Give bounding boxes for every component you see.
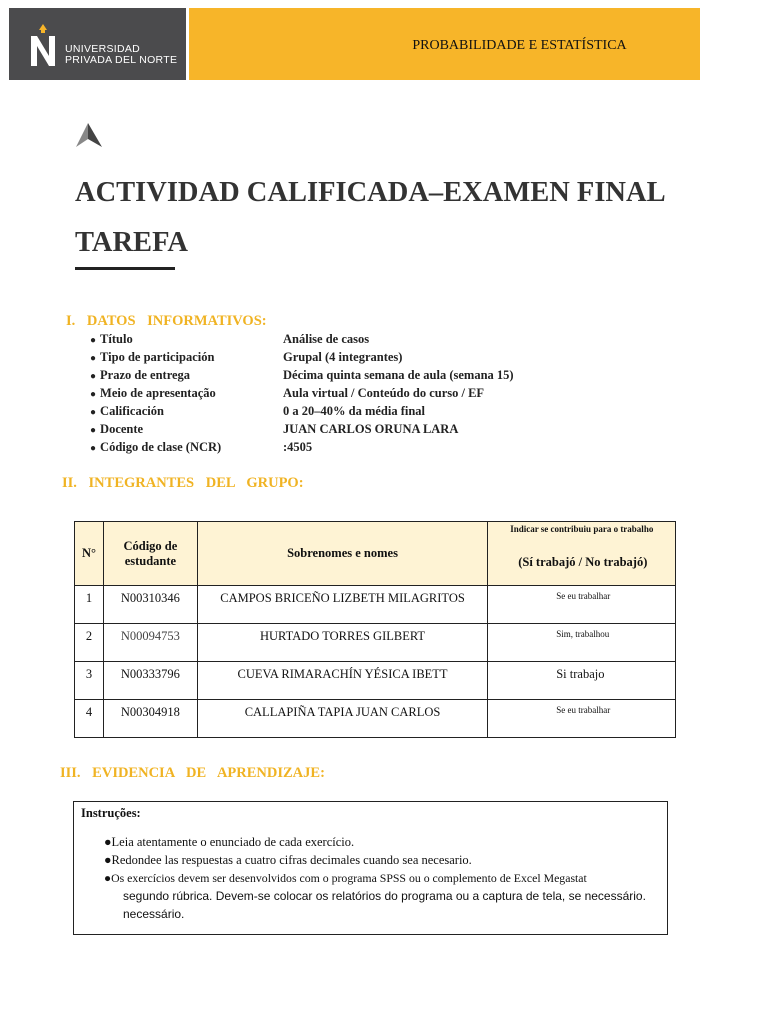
info-list (90, 330, 610, 456)
page-title (75, 168, 666, 268)
info-value: :4505 (283, 440, 313, 454)
university-name (65, 44, 177, 66)
row-no: 4 (75, 700, 104, 738)
header-code: Código de estudante (103, 522, 197, 586)
info-label: Tipo de participación (100, 350, 215, 364)
info-item: ● Tipo de participación Grupal (4 integrantes) (90, 350, 403, 364)
row-code: N00310346 (103, 586, 197, 624)
members-table (74, 521, 676, 738)
table-row (75, 700, 676, 738)
contribution-hint: Indicar se contribuiu para o trabalho (510, 524, 654, 534)
info-item: ● Título Análise de casos (90, 332, 370, 346)
row-no: 2 (75, 624, 104, 662)
info-value: Aula virtual / Conteúdo do curso / EF (283, 386, 485, 400)
row-no: 3 (75, 662, 104, 700)
row-no: 1 (75, 586, 104, 624)
header-name: Sobrenomes e nomes (197, 522, 487, 586)
row-contribution: Se eu trabalhar (488, 586, 676, 624)
info-value: Grupal (4 integrantes) (283, 350, 403, 364)
course-title: PROBABILIDADE E ESTATÍSTICA (412, 38, 627, 53)
info-label: Calificación (100, 404, 164, 418)
info-label: Meio de apresentação (100, 386, 216, 400)
info-item: ● Código de clase (NCR) :4505 (90, 440, 313, 454)
table-row (75, 586, 676, 624)
table-header-row (75, 522, 676, 586)
info-item: ● Prazo de entrega Décima quinta semana de aula (semana 15) (90, 368, 514, 382)
info-value: 0 a 20–40% da média final (283, 404, 426, 418)
contribution-options: (Sí trabajó / No trabajó) (518, 555, 648, 569)
info-label: Prazo de entrega (100, 368, 191, 382)
info-label: Docente (100, 422, 144, 436)
info-value: Análise de casos (283, 332, 370, 346)
row-code: N00333796 (103, 662, 197, 700)
row-name: CUEVA RIMARACHÍN YÉSICA IBETT (197, 662, 487, 700)
row-contribution: Se eu trabalhar (488, 700, 676, 738)
title-underline (75, 267, 175, 270)
section-datos-informativos: I. DATOS INFORMATIVOS: (66, 313, 267, 329)
university-line2: PRIVADA DEL NORTE (65, 54, 178, 66)
row-name: HURTADO TORRES GILBERT (197, 624, 487, 662)
instruction-continuation: necessário. (123, 907, 185, 921)
info-item: ● Meio de apresentação Aula virtual / Conteúdo do curso / EF (90, 386, 485, 400)
row-contribution: Si trabajo (488, 662, 676, 700)
table-row (75, 662, 676, 700)
info-label: Título (100, 332, 133, 346)
info-label: Código de clase (NCR) (100, 440, 222, 454)
row-name: CALLAPIÑA TAPIA JUAN CARLOS (197, 700, 487, 738)
upn-logo-icon (29, 24, 59, 68)
info-item: ● Docente JUAN CARLOS ORUNA LARA (90, 422, 459, 436)
title-line2: TAREFA (75, 227, 188, 258)
table-row (75, 624, 676, 662)
section-evidencia: III. EVIDENCIA DE APRENDIZAJE: (60, 765, 325, 781)
instruction-item: ●Redondee las respuestas a cuatro cifras decimales cuando sea necesario. (104, 853, 472, 867)
row-contribution: Sim, trabalhou (488, 624, 676, 662)
row-name: CAMPOS BRICEÑO LIZBETH MILAGRITOS (197, 586, 487, 624)
instruction-continuation: segundo rúbrica. Devem-se colocar os relatórios do programa ou a captura de tela, se necessário. (123, 889, 646, 903)
instruction-item: ●Os exercícios devem ser desenvolvidos com o programa SPSS ou o complemento de Excel Megastat (104, 871, 587, 885)
instructions-box (73, 801, 668, 935)
header-course-block (189, 8, 700, 80)
header-no: N° (75, 522, 104, 586)
title-line1: ACTIVIDAD CALIFICADA–EXAMEN FINAL (75, 177, 666, 208)
section-integrantes: II. INTEGRANTES DEL GRUPO: (62, 475, 304, 491)
instruction-item: ●Leia atentamente o enunciado de cada exercício. (104, 835, 355, 849)
header-logo-block (9, 8, 186, 80)
instructions-title: Instruções: (81, 806, 141, 820)
info-value: JUAN CARLOS ORUNA LARA (283, 422, 459, 436)
header-contribution (488, 522, 676, 586)
row-code: N00304918 (103, 700, 197, 738)
navigation-arrow-icon (74, 121, 104, 149)
row-code: N00094753 (103, 624, 197, 662)
university-line1: UNIVERSIDAD (65, 43, 141, 55)
info-value: Décima quinta semana de aula (semana 15) (283, 368, 514, 382)
info-item: ● Calificación 0 a 20–40% da média final (90, 404, 426, 418)
